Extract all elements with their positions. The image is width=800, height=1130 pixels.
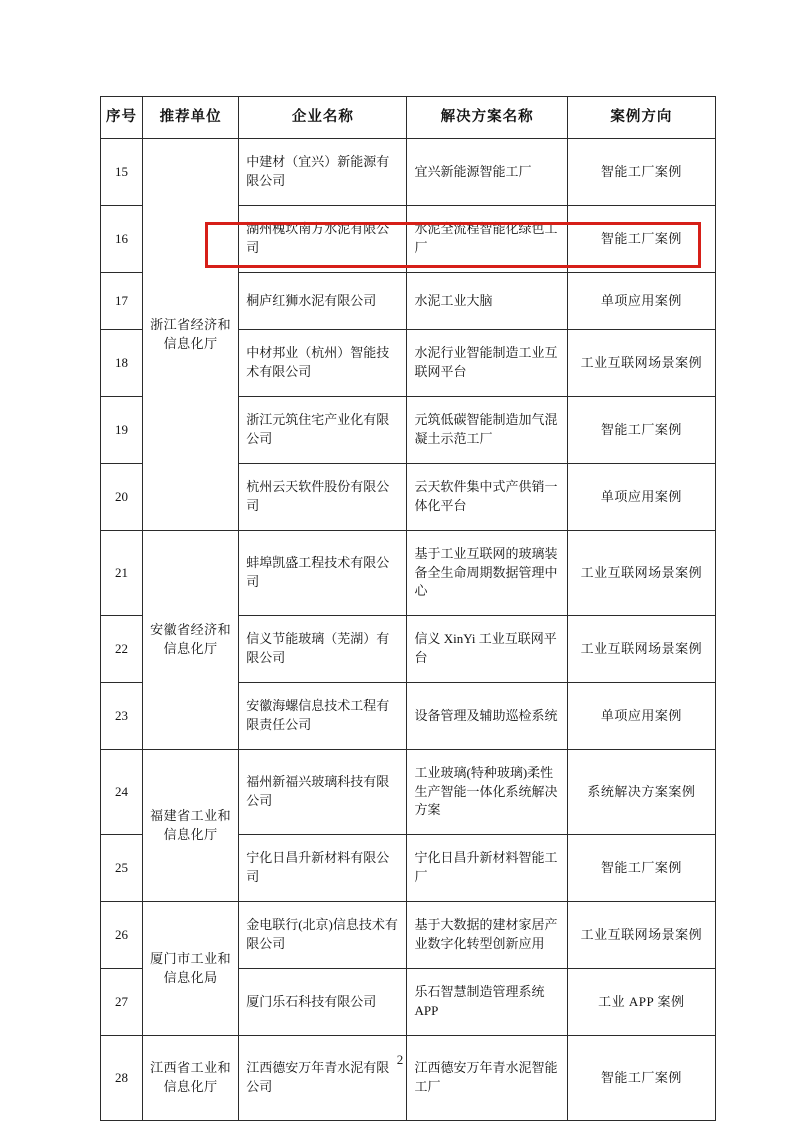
cell-no: 18 xyxy=(101,330,143,397)
cell-company: 蚌埠凯盛工程技术有限公司 xyxy=(239,531,407,616)
cell-no: 17 xyxy=(101,273,143,330)
cell-no: 28 xyxy=(101,1036,143,1121)
cell-no: 20 xyxy=(101,464,143,531)
cell-no: 25 xyxy=(101,835,143,902)
cell-no: 27 xyxy=(101,969,143,1036)
table-row xyxy=(101,1036,716,1121)
cell-company: 湖州槐坎南方水泥有限公司 xyxy=(239,206,407,273)
cell-direction: 智能工厂案例 xyxy=(567,1036,715,1121)
case-list-table xyxy=(100,96,716,1121)
cell-solution: 基于工业互联网的玻璃装备全生命周期数据管理中心 xyxy=(407,531,567,616)
cell-solution: 信义 XinYi 工业互联网平台 xyxy=(407,616,567,683)
column-header-direction: 案例方向 xyxy=(567,97,715,139)
cell-no: 24 xyxy=(101,750,143,835)
cell-unit: 安徽省经济和信息化厅 xyxy=(143,531,239,750)
cell-unit: 江西省工业和信息化厅 xyxy=(143,1036,239,1121)
cell-company: 杭州云天软件股份有限公司 xyxy=(239,464,407,531)
page-number: 2 xyxy=(396,1052,404,1067)
cell-unit: 厦门市工业和信息化局 xyxy=(143,902,239,1036)
cell-solution: 宁化日昌升新材料智能工厂 xyxy=(407,835,567,902)
cell-unit: 浙江省经济和信息化厅 xyxy=(143,139,239,531)
cell-direction: 系统解决方案案例 xyxy=(567,750,715,835)
cell-no: 15 xyxy=(101,139,143,206)
cell-direction: 工业互联网场景案例 xyxy=(567,902,715,969)
cell-company: 金电联行(北京)信息技术有限公司 xyxy=(239,902,407,969)
cell-direction: 工业互联网场景案例 xyxy=(567,330,715,397)
column-header-company: 企业名称 xyxy=(239,97,407,139)
table-header-row xyxy=(101,97,716,139)
cell-direction: 工业互联网场景案例 xyxy=(567,531,715,616)
cell-no: 26 xyxy=(101,902,143,969)
cell-solution: 元筑低碳智能制造加气混凝土示范工厂 xyxy=(407,397,567,464)
cell-direction: 单项应用案例 xyxy=(567,273,715,330)
cell-company: 宁化日昌升新材料有限公司 xyxy=(239,835,407,902)
table-row xyxy=(101,750,716,835)
table-row xyxy=(101,531,716,616)
table-row xyxy=(101,902,716,969)
cell-company: 中建材（宜兴）新能源有限公司 xyxy=(239,139,407,206)
cell-solution: 江西德安万年青水泥智能工厂 xyxy=(407,1036,567,1121)
cell-company: 福州新福兴玻璃科技有限公司 xyxy=(239,750,407,835)
cell-solution: 宜兴新能源智能工厂 xyxy=(407,139,567,206)
cell-company: 浙江元筑住宅产业化有限公司 xyxy=(239,397,407,464)
table-row xyxy=(101,139,716,206)
cell-solution: 云天软件集中式产供销一体化平台 xyxy=(407,464,567,531)
cell-solution: 水泥工业大脑 xyxy=(407,273,567,330)
cell-company: 信义节能玻璃（芜湖）有限公司 xyxy=(239,616,407,683)
cell-direction: 单项应用案例 xyxy=(567,464,715,531)
cell-solution: 水泥行业智能制造工业互联网平台 xyxy=(407,330,567,397)
cell-solution: 乐石智慧制造管理系统APP xyxy=(407,969,567,1036)
cell-solution: 工业玻璃(特种玻璃)柔性生产智能一体化系统解决方案 xyxy=(407,750,567,835)
cell-no: 23 xyxy=(101,683,143,750)
cell-no: 22 xyxy=(101,616,143,683)
cell-company: 安徽海螺信息技术工程有限责任公司 xyxy=(239,683,407,750)
cell-direction: 智能工厂案例 xyxy=(567,835,715,902)
cell-direction: 单项应用案例 xyxy=(567,683,715,750)
case-list-table-container xyxy=(100,96,716,1121)
cell-direction: 工业互联网场景案例 xyxy=(567,616,715,683)
cell-no: 19 xyxy=(101,397,143,464)
cell-company: 厦门乐石科技有限公司 xyxy=(239,969,407,1036)
cell-direction: 智能工厂案例 xyxy=(567,139,715,206)
column-header-solution: 解决方案名称 xyxy=(407,97,567,139)
cell-direction: 工业 APP 案例 xyxy=(567,969,715,1036)
column-header-no: 序号 xyxy=(101,97,143,139)
cell-company: 桐庐红狮水泥有限公司 xyxy=(239,273,407,330)
cell-no: 21 xyxy=(101,531,143,616)
cell-company: 中材邦业（杭州）智能技术有限公司 xyxy=(239,330,407,397)
cell-solution: 水泥全流程智能化绿色工厂 xyxy=(407,206,567,273)
cell-solution: 设备管理及辅助巡检系统 xyxy=(407,683,567,750)
cell-direction: 智能工厂案例 xyxy=(567,206,715,273)
table-body xyxy=(101,139,716,1121)
cell-direction: 智能工厂案例 xyxy=(567,397,715,464)
column-header-unit: 推荐单位 xyxy=(143,97,239,139)
cell-unit: 福建省工业和信息化厅 xyxy=(143,750,239,902)
cell-no: 16 xyxy=(101,206,143,273)
cell-solution: 基于大数据的建材家居产业数字化转型创新应用 xyxy=(407,902,567,969)
cell-company: 江西德安万年青水泥有限公司 xyxy=(239,1036,407,1121)
table-header xyxy=(101,97,716,139)
